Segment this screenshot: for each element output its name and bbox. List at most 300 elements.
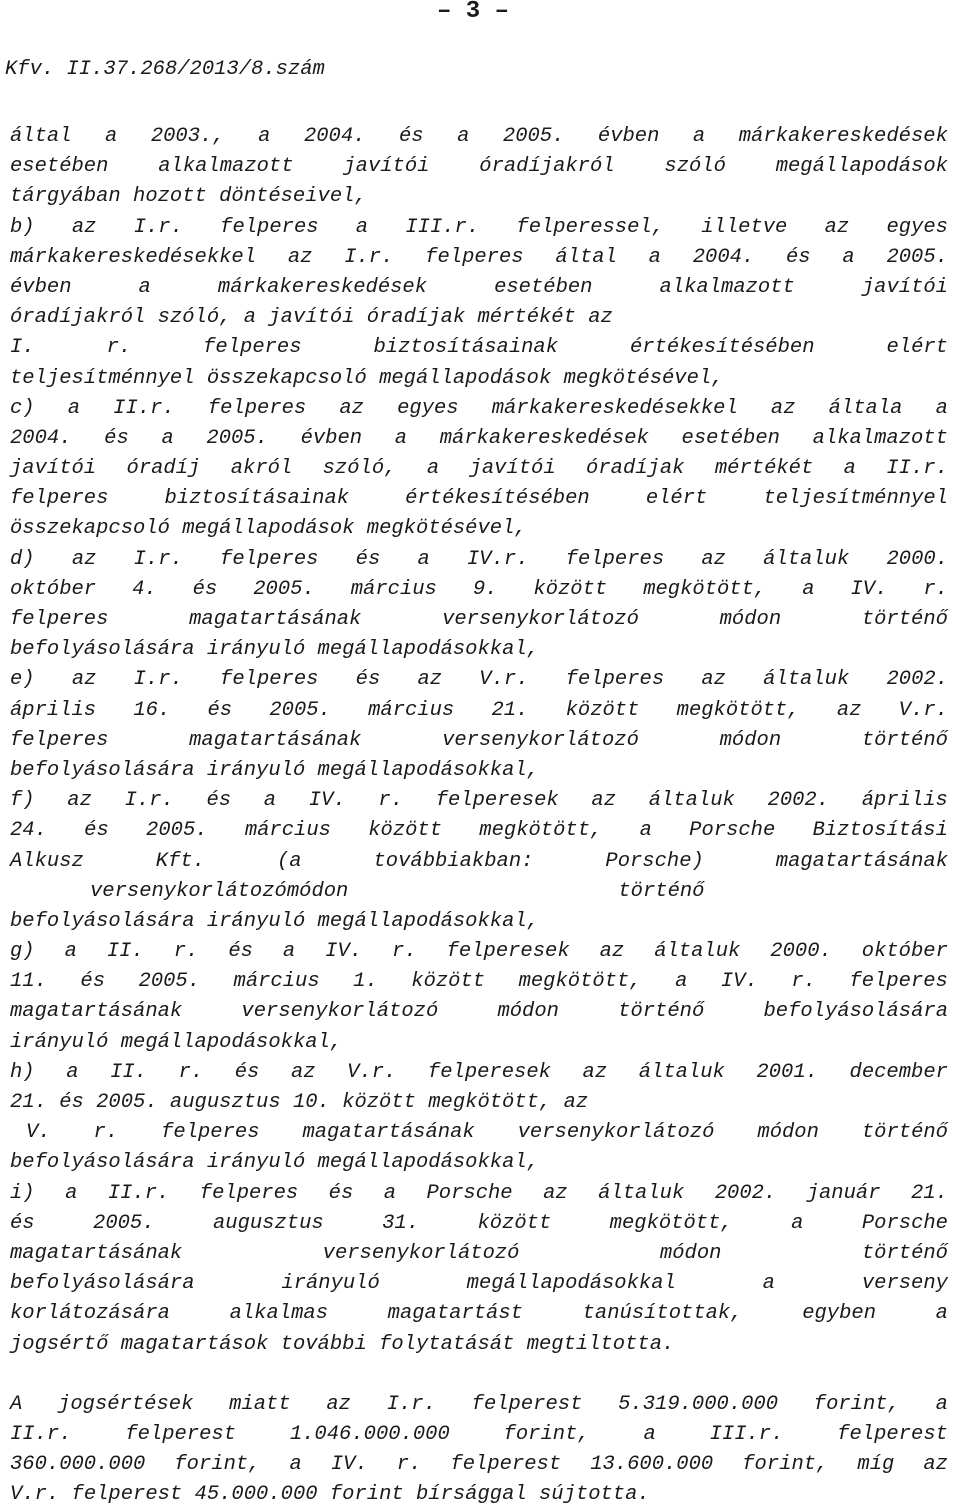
word: forint	[329, 1483, 404, 1507]
text-line	[10, 605, 948, 635]
word: IV.	[850, 577, 888, 601]
word: verseny	[861, 1272, 948, 1296]
word: 21.	[10, 1091, 47, 1114]
word: irányuló	[281, 1272, 380, 1296]
word: Alkusz	[10, 849, 84, 873]
word: magatartást	[387, 1302, 523, 1326]
text-line	[10, 424, 948, 454]
text-line	[10, 545, 948, 575]
text-line	[10, 937, 948, 967]
word: és	[207, 698, 233, 722]
text-line	[10, 696, 948, 726]
word: javítói	[343, 155, 430, 179]
word: versenykorlátozó	[517, 1121, 715, 1145]
text-line	[10, 303, 948, 333]
word: a	[282, 940, 296, 964]
word: által	[10, 125, 72, 148]
word: augusztus	[169, 1091, 281, 1114]
word: és	[206, 789, 232, 813]
word: megállapodások	[182, 517, 355, 541]
word: I.r.	[124, 789, 174, 813]
word: 13.600.000	[590, 1453, 714, 1477]
word: Kft.	[155, 849, 205, 873]
word: 21.	[491, 698, 529, 722]
word: V.r.	[10, 1483, 60, 1507]
word: magatartásának	[189, 608, 362, 631]
word: 2003.,	[150, 125, 225, 148]
text-line	[10, 213, 948, 243]
word: r.	[173, 940, 199, 964]
word: r.	[396, 1453, 422, 1477]
word: a	[161, 426, 174, 450]
word: megállapodások	[379, 366, 552, 390]
text-line	[10, 635, 948, 665]
text-line	[10, 1239, 948, 1269]
word: az	[770, 396, 796, 420]
word: megkötött,	[479, 819, 603, 843]
word: a	[394, 426, 408, 450]
text-line	[10, 1179, 948, 1209]
word: befolyásolására	[10, 909, 195, 933]
word: V.	[26, 1121, 51, 1145]
text-line	[10, 1028, 948, 1058]
word: 2002.	[886, 668, 948, 692]
word: 2005.	[886, 245, 948, 269]
word: r.	[791, 970, 816, 994]
word: teljesítménnyel	[10, 366, 195, 390]
word: felperes	[425, 245, 524, 269]
word: és	[228, 940, 253, 964]
word: a	[935, 1392, 948, 1416]
word: korlátozására	[10, 1302, 170, 1326]
document-body	[10, 122, 948, 1510]
text-line	[10, 1148, 948, 1178]
text-line	[10, 1420, 948, 1450]
word: biztosításainak	[373, 336, 559, 360]
word: f)	[10, 789, 35, 813]
word: általa	[828, 396, 903, 420]
word: 11.	[10, 970, 47, 994]
word: módon	[719, 608, 782, 631]
text-line	[10, 877, 948, 907]
word: felperest	[471, 1392, 583, 1416]
word: c)	[10, 396, 35, 420]
word: és	[398, 125, 424, 148]
word: a	[692, 125, 706, 148]
word: II.r.	[107, 1181, 170, 1205]
word: illetve	[701, 215, 788, 239]
word: általuk	[654, 940, 741, 964]
word: i)	[10, 1181, 35, 1205]
word: megtiltotta.	[526, 1332, 675, 1356]
word: a	[648, 245, 661, 269]
text-line	[10, 514, 948, 544]
word: az	[71, 668, 97, 692]
word: egyben	[802, 1302, 876, 1326]
word: 2002.	[714, 1181, 777, 1205]
word: az	[591, 789, 617, 813]
word: a	[289, 1453, 302, 1477]
word: a	[67, 396, 81, 420]
word: Porsche)	[605, 849, 704, 873]
word: óradíjak	[366, 306, 466, 330]
word: megkötött,	[428, 1091, 552, 1114]
word: a	[802, 577, 815, 601]
word: 2005.	[93, 1211, 155, 1235]
word: megkötött,	[676, 698, 800, 722]
word: alkalmas	[229, 1302, 328, 1326]
word: az	[290, 1060, 316, 1084]
word: felperest	[71, 1483, 183, 1507]
word: között	[342, 1091, 416, 1114]
word: a	[258, 125, 271, 148]
word: jogsértések	[58, 1392, 194, 1416]
word: a	[935, 396, 948, 420]
word: 2004.	[10, 426, 72, 450]
word: megkötött,	[518, 970, 642, 994]
word: és	[786, 245, 811, 269]
word: II.r.	[113, 396, 175, 420]
word: 4.	[132, 577, 157, 601]
word: és	[234, 1060, 260, 1084]
text-line	[10, 575, 948, 605]
word: elért	[645, 487, 708, 511]
text-line	[10, 1118, 948, 1148]
text-line	[10, 726, 948, 756]
word: évben	[10, 275, 72, 299]
word: december	[849, 1060, 948, 1084]
word: magatartásának	[189, 728, 362, 752]
word: 2000.	[770, 940, 832, 964]
word: felperes	[565, 668, 665, 692]
word: elért	[886, 336, 948, 360]
word: magatartások	[120, 1332, 269, 1356]
word: és	[84, 819, 109, 843]
word: az	[588, 306, 613, 330]
word: a	[417, 547, 430, 571]
word: alkalmazott	[659, 275, 795, 299]
text-line	[10, 1299, 948, 1329]
word: mértékét	[714, 457, 814, 481]
paragraph-gap	[10, 1360, 948, 1390]
word: 16.	[133, 698, 171, 722]
word: 9.	[472, 577, 498, 601]
word: megkötött,	[609, 1211, 733, 1235]
word: I.r.	[133, 215, 183, 239]
word: r.	[378, 789, 403, 813]
word: óradíjakról	[10, 306, 146, 330]
word: összekapcsoló	[10, 517, 170, 541]
word: által	[555, 245, 617, 269]
word: óradíjak	[586, 457, 685, 481]
word: irányuló	[206, 758, 306, 782]
word: akról	[230, 457, 293, 481]
word: megállapodásokkal,	[317, 758, 539, 782]
word: IV.	[720, 970, 758, 994]
word: értékesítésében	[405, 487, 590, 511]
word: 2005.	[269, 698, 331, 722]
word: versenykorlátozó	[442, 608, 639, 631]
word: 24.	[10, 819, 47, 843]
word: 2001.	[756, 1060, 818, 1084]
word: egyes	[886, 215, 948, 239]
word: 2004.	[303, 125, 366, 148]
word: a	[762, 1272, 775, 1296]
text-line	[10, 394, 948, 424]
word: márkakereskedések	[738, 125, 948, 148]
word: 2005.	[502, 125, 565, 148]
word: történő	[861, 1121, 948, 1145]
word: felperes	[199, 1181, 299, 1205]
word: a	[842, 245, 855, 269]
word: 2005.	[253, 577, 315, 601]
word: a	[426, 457, 440, 481]
word: március	[244, 819, 331, 843]
text-line	[10, 122, 948, 152]
text-line	[10, 786, 948, 816]
word: IV.	[330, 1453, 368, 1477]
word: és	[80, 970, 106, 994]
word: március	[368, 698, 455, 722]
word: felperesek	[427, 1060, 551, 1084]
word: az	[701, 668, 726, 692]
word: befolyásolására	[10, 1151, 195, 1175]
word: az	[71, 547, 97, 571]
word: szóló,	[157, 306, 232, 330]
word: módon	[286, 879, 349, 903]
word: Biztosítási	[812, 819, 948, 843]
word: magatartásának	[10, 1241, 183, 1265]
word: a	[935, 1302, 948, 1326]
text-line	[10, 1209, 948, 1239]
word: forint,	[503, 1422, 590, 1446]
word: 2000.	[886, 547, 948, 571]
word: befolyásolására	[10, 1272, 195, 1296]
word: óradíj	[126, 457, 201, 481]
word: óradíjakról	[479, 155, 615, 179]
word: módon	[659, 1241, 722, 1265]
word: felperes	[849, 970, 948, 994]
word: IV.	[325, 940, 363, 964]
word: között	[565, 698, 640, 722]
word: a	[457, 125, 470, 148]
word: miatt	[229, 1392, 291, 1416]
word: II.r.	[10, 1422, 72, 1446]
word: forint,	[742, 1453, 829, 1477]
word: III.r.	[709, 1422, 784, 1446]
word: Porsche	[689, 819, 776, 843]
word: történő	[861, 608, 948, 631]
word: felperes	[10, 728, 109, 752]
word: versenykorlátozó	[442, 728, 639, 752]
word: felperes	[565, 547, 665, 571]
word: általuk	[598, 1181, 685, 1205]
text-line	[10, 665, 948, 695]
word: módon	[719, 728, 782, 752]
word: megkötésével,	[563, 366, 724, 390]
word: felperes	[10, 608, 109, 631]
word: esetében	[494, 275, 593, 299]
word: felperes	[161, 1121, 260, 1145]
text-line	[10, 997, 948, 1027]
word: között	[533, 577, 608, 601]
word: általuk	[763, 668, 850, 692]
word: április	[861, 789, 948, 813]
word: 360.000.000	[10, 1453, 146, 1477]
word: márkakereskedések	[439, 426, 649, 450]
word: javítói	[469, 457, 556, 481]
text-line	[10, 1480, 948, 1510]
word: és	[355, 547, 381, 571]
word: az	[67, 789, 92, 813]
word: befolyásolására	[763, 1000, 948, 1024]
text-line	[10, 182, 948, 212]
word: Porsche	[861, 1211, 948, 1235]
word: 1.046.000.000	[289, 1422, 450, 1446]
word: 5.319.000.000	[618, 1392, 779, 1416]
word: befolyásolására	[10, 758, 195, 782]
word: 1.	[353, 970, 378, 994]
word: II.r.	[886, 457, 948, 481]
word: az	[836, 698, 862, 722]
text-line	[10, 152, 948, 182]
word: r.	[93, 1121, 119, 1145]
word: felperes	[220, 668, 319, 692]
word: e)	[10, 668, 35, 692]
word: és	[10, 1211, 35, 1235]
word: hozott	[133, 185, 207, 209]
word: felperes	[207, 396, 307, 420]
word: felperest	[450, 1453, 562, 1477]
word: történő	[861, 728, 948, 752]
word: míg	[857, 1453, 895, 1477]
word: r.	[178, 1060, 204, 1084]
word: az	[417, 668, 443, 692]
word: értékesítésében	[629, 336, 815, 360]
case-number: Kfv. II.37.268/2013/8.szám	[5, 58, 325, 81]
word: az	[326, 1392, 351, 1416]
word: magatartásának	[775, 849, 948, 873]
word: 2005.	[138, 970, 201, 994]
word: és	[59, 1091, 84, 1114]
text-line	[10, 816, 948, 846]
word: r.	[392, 940, 417, 964]
word: január	[806, 1181, 881, 1205]
word: A	[10, 1392, 23, 1416]
word: felperes	[10, 487, 109, 511]
word: 2005.	[146, 819, 208, 843]
word: évben	[300, 426, 363, 450]
word: továbbiakban:	[373, 849, 534, 873]
word: V.r.	[347, 1060, 397, 1084]
word: felperessel,	[516, 215, 665, 239]
word: megállapodásokkal,	[120, 1030, 343, 1054]
word: I.	[10, 336, 35, 360]
word: az	[599, 940, 625, 964]
word: d)	[10, 547, 35, 571]
word: általuk	[763, 547, 850, 571]
word: V.r.	[479, 668, 529, 692]
word: általuk	[638, 1060, 725, 1084]
word: egyes	[397, 396, 459, 420]
word: történő	[618, 879, 705, 903]
word: r.	[923, 577, 948, 601]
word: felperes	[220, 215, 319, 239]
text-line	[10, 1058, 948, 1088]
word: felperest	[837, 1422, 948, 1446]
word: az	[824, 215, 850, 239]
word: a	[243, 306, 257, 330]
text-line	[10, 1088, 948, 1118]
text-line	[10, 1450, 948, 1480]
word: a	[263, 789, 277, 813]
word: r.	[106, 336, 132, 360]
word: felperest	[125, 1422, 237, 1446]
text-line	[10, 967, 948, 997]
word: versenykorlátozó	[90, 879, 287, 903]
word: 2005.	[96, 1091, 158, 1114]
word: megállapodások	[775, 155, 948, 179]
word: felperesek	[435, 789, 559, 813]
word: a	[355, 215, 369, 239]
word: között	[477, 1211, 552, 1235]
word: 2004.	[692, 245, 755, 269]
word: 45.000.000	[194, 1483, 318, 1507]
word: megkötött,	[643, 577, 767, 601]
word: b)	[10, 215, 35, 239]
word: javítói	[268, 306, 355, 330]
word: módon	[757, 1121, 819, 1145]
word: az	[923, 1453, 948, 1477]
word: versenykorlátozó	[241, 1000, 439, 1024]
word: március	[350, 577, 437, 601]
text-line	[10, 333, 948, 363]
word: és	[104, 426, 129, 450]
word: alkalmazott	[158, 155, 294, 179]
word: I.r.	[386, 1392, 436, 1416]
word: döntéseivel,	[219, 185, 367, 209]
word: 31.	[382, 1211, 420, 1235]
word: április	[10, 698, 97, 722]
word: a	[675, 970, 688, 994]
text-line	[10, 1390, 948, 1420]
word: teljesítménnyel	[763, 487, 948, 511]
word: módon	[497, 1000, 559, 1024]
word: IV.r.	[467, 547, 529, 571]
word: a	[64, 940, 77, 964]
text-line	[10, 243, 948, 273]
word: III.r.	[405, 215, 480, 239]
word: október	[861, 940, 948, 964]
word: a	[66, 1060, 79, 1084]
word: 10.	[292, 1091, 330, 1114]
word: az	[582, 1060, 608, 1084]
word: versenykorlátozó	[322, 1241, 520, 1265]
word: mértékét	[477, 306, 576, 330]
text-line	[10, 907, 948, 937]
word: jogsértő	[10, 1332, 109, 1356]
word: irányuló	[206, 1151, 306, 1175]
word: 21.	[910, 1181, 948, 1205]
word: megállapodásokkal	[466, 1272, 676, 1296]
word: I.r.	[344, 245, 394, 269]
word: március	[233, 970, 320, 994]
word: megkötésével,	[366, 517, 527, 541]
word: tárgyában	[10, 185, 121, 209]
word: irányuló	[206, 909, 306, 933]
text-line	[10, 756, 948, 786]
word: irányuló	[10, 1030, 109, 1054]
